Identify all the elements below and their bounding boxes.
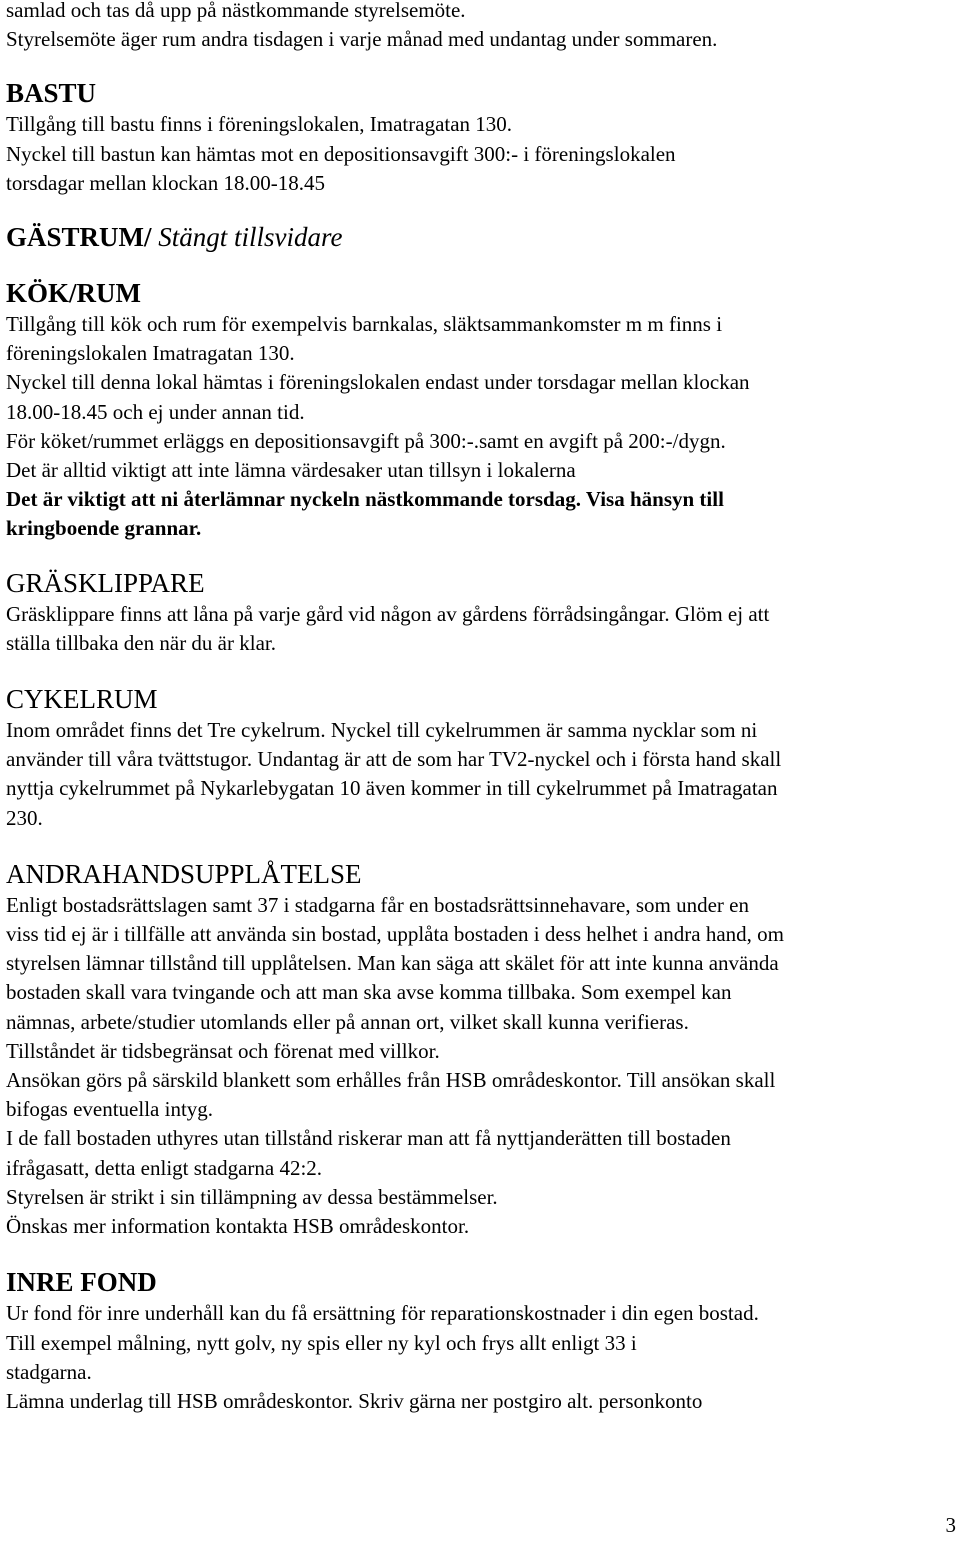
inrefond-line-2: Till exempel målning, nytt golv, ny spis eller ny kyl och frys allt enligt 33 i: [6, 1330, 637, 1355]
grasklippare-heading: GRÄSKLIPPARE: [6, 567, 205, 598]
andrahand-line-8: bifogas eventuella intyg.: [6, 1097, 214, 1122]
inrefond-line-3: stadgarna.: [6, 1359, 92, 1384]
grasklippare-line-2: ställa tillbaka den när du är klar.: [6, 630, 276, 655]
document-page: [6, 0, 946, 1416]
gastrum-heading: [6, 220, 946, 254]
kokrum-notice-line-2: kringboende grannar.: [6, 516, 202, 541]
andrahand-section: [6, 857, 946, 1241]
cykelrum-line-2: använder till våra tvättstugor. Undantag är att de som har TV2-nyckel och i första hand skall: [6, 747, 782, 772]
andrahand-line-1: Enligt bostadsrättslagen samt 37 i stadgarna får en bostadsrättsinnehavare, som under en: [6, 892, 749, 917]
intro-section: [6, 0, 946, 54]
kokrum-line-3: Nyckel till denna lokal hämtas i föreningslokalen endast under torsdagar mellan klockan: [6, 370, 750, 395]
cykelrum-heading: CYKELRUM: [6, 684, 158, 715]
intro-line-2: Styrelsemöte äger rum andra tisdagen i varje månad med undantag under sommaren.: [6, 27, 718, 52]
andrahand-line-4: bostaden skall vara tvingande och att man ska avse komma tillbaka. Som exempel kan: [6, 980, 732, 1005]
andrahand-line-10: ifrågasatt, detta enligt stadgarna 42:2.: [6, 1155, 323, 1180]
gastrum-title: GÄSTRUM/: [6, 222, 152, 253]
andrahand-line-12: Önskas mer information kontakta HSB områdeskontor.: [6, 1214, 470, 1239]
cykelrum-line-3: nyttja cykelrummet på Nykarlebygatan 10 även kommer in till cykelrummet på Imatragatan: [6, 776, 778, 801]
gastrum-section: [6, 220, 946, 254]
andrahand-line-9: I de fall bostaden uthyres utan tillstånd riskerar man att få nyttjanderätten till bostaden: [6, 1126, 731, 1151]
kokrum-section: [6, 276, 946, 544]
kokrum-line-2: föreningslokalen Imatragatan 130.: [6, 341, 295, 366]
andrahand-line-6: Tillståndet är tidsbegränsat och förenat med villkor.: [6, 1038, 440, 1063]
kokrum-heading: KÖK/RUM: [6, 278, 141, 309]
page-number: 3: [945, 1513, 956, 1537]
bastu-line-3: torsdagar mellan klockan 18.00-18.45: [6, 170, 325, 195]
kokrum-line-6: Det är alltid viktigt att inte lämna värdesaker utan tillsyn i lokalerna: [6, 458, 576, 483]
andrahand-line-3: styrelsen lämnar tillstånd till upplåtelsen. Man kan säga att skälet för att inte kunna använda: [6, 951, 779, 976]
andrahand-heading: ANDRAHANDSUPPLÅTELSE: [6, 858, 362, 889]
bastu-heading: BASTU: [6, 78, 97, 109]
grasklippare-section: [6, 566, 946, 658]
andrahand-line-11: Styrelsen är strikt i sin tillämpning av dessa bestämmelser.: [6, 1184, 498, 1209]
kokrum-line-5: För köket/rummet erläggs en depositionsavgift på 300:-.samt en avgift på 200:-/dygn.: [6, 428, 726, 453]
andrahand-line-7: Ansökan görs på särskild blankett som erhålles från HSB områdeskontor. Till ansökan skall: [6, 1068, 776, 1093]
kokrum-notice-line-1: Det är viktigt att ni återlämnar nyckeln nästkommande torsdag. Visa hänsyn till: [6, 487, 724, 512]
cykelrum-line-4: 230.: [6, 805, 43, 830]
bastu-section: [6, 76, 946, 198]
intro-line-1: samlad och tas då upp på nästkommande styrelsemöte.: [6, 0, 466, 22]
kokrum-line-4: 18.00-18.45 och ej under annan tid.: [6, 399, 305, 424]
inrefond-section: [6, 1265, 946, 1416]
bastu-line-1: Tillgång till bastu finns i föreningslokalen, Imatragatan 130.: [6, 112, 513, 137]
andrahand-line-2: viss tid ej är i tillfälle att använda sin bostad, upplåta bostaden i dess helhet i andra hand, om: [6, 922, 784, 947]
bastu-line-2: Nyckel till bastun kan hämtas mot en depositionsavgift 300:- i föreningslokalen: [6, 141, 676, 166]
cykelrum-line-1: Inom området finns det Tre cykelrum. Nyckel till cykelrummen är samma nycklar som ni: [6, 718, 758, 743]
cykelrum-section: [6, 682, 946, 833]
inrefond-heading: INRE FOND: [6, 1267, 157, 1298]
inrefond-line-4: Lämna underlag till HSB områdeskontor. Skriv gärna ner postgiro alt. personkonto: [6, 1388, 703, 1413]
inrefond-line-1: Ur fond för inre underhåll kan du få ersättning för reparationskostnader i din egen bostad.: [6, 1301, 759, 1326]
andrahand-line-5: nämnas, arbete/studier utomlands eller på annan ort, vilket skall kunna verifieras.: [6, 1009, 689, 1034]
kokrum-line-1: Tillgång till kök och rum för exempelvis barnkalas, släktsammankomster m m finns i: [6, 312, 723, 337]
grasklippare-line-1: Gräsklippare finns att låna på varje gård vid någon av gårdens förrådsingångar. Glöm ej att: [6, 601, 770, 626]
gastrum-status-note: Stängt tillsvidare: [151, 222, 343, 253]
